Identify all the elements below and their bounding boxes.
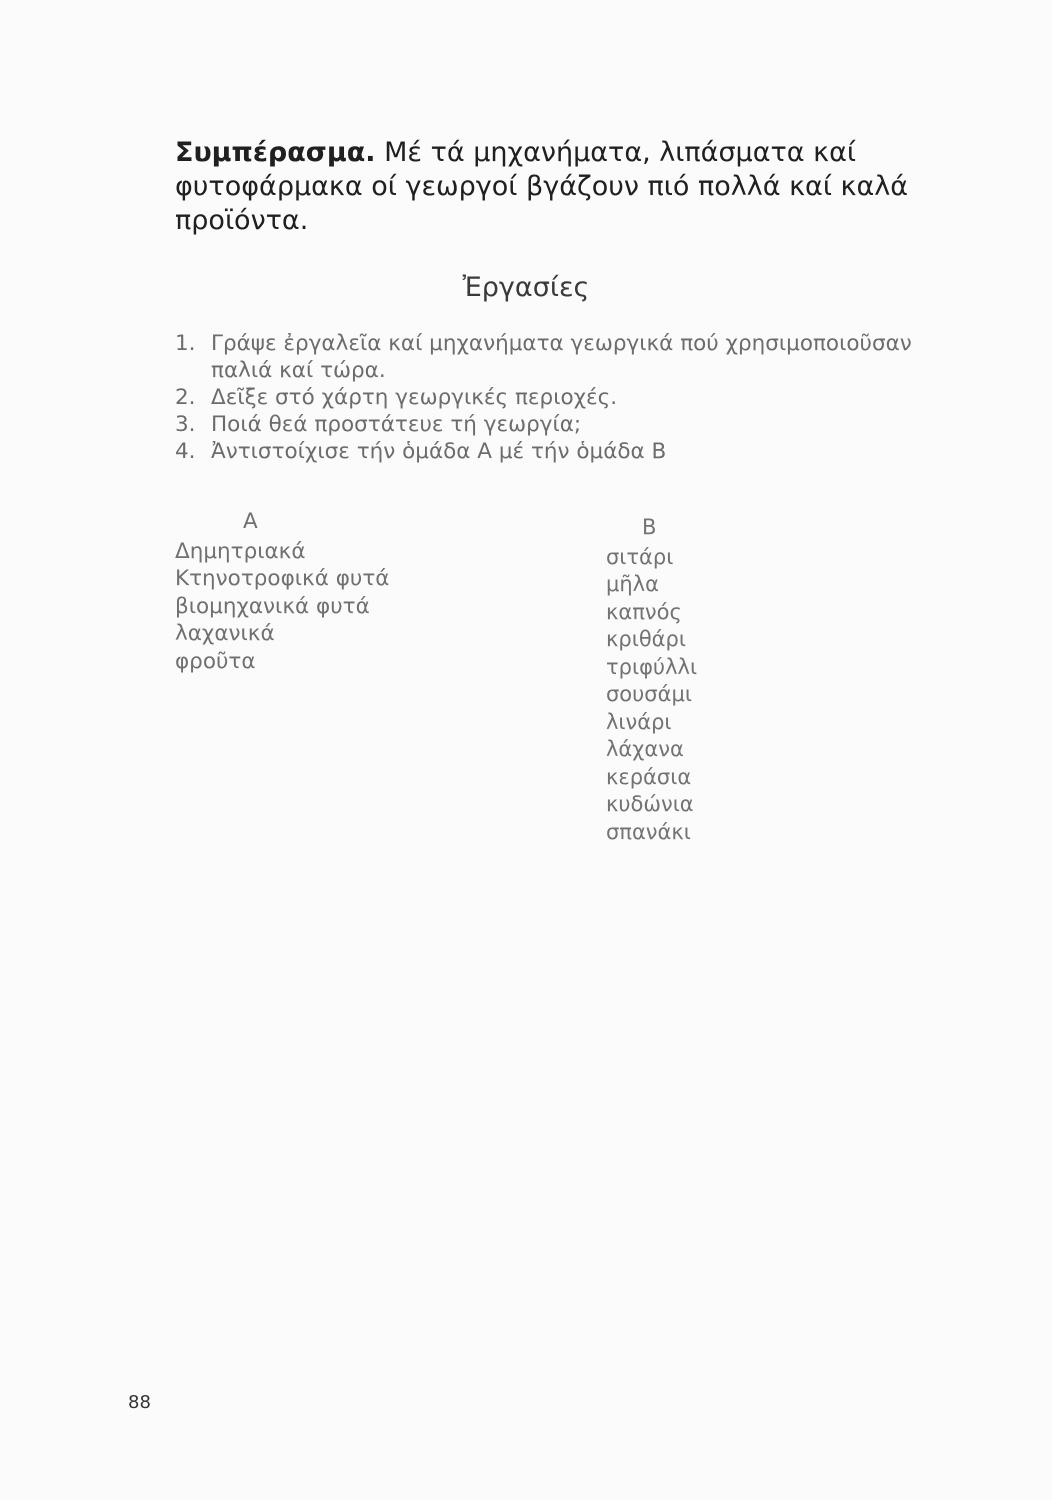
group-b-column: [606, 514, 806, 846]
group-b-item: τριφύλλι: [606, 654, 698, 679]
exercise-text: Δεῖξε στό χάρτη γεωργικές περιοχές.: [211, 385, 618, 410]
exercise-item: [175, 330, 935, 384]
group-a-item: λαχανικά: [175, 621, 275, 646]
group-a-header: Α: [243, 509, 258, 534]
conclusion-lead: Συμπέρασμα.: [175, 137, 376, 168]
group-b-item: λάχανα: [606, 737, 684, 761]
group-b-header: Β: [642, 515, 657, 539]
group-b-item: σουσάμι: [606, 682, 692, 706]
conclusion-text: Μέ τά μηχανήματα, λιπάσματα καί φυτοφάρμακα οί γεωργοί βγάζουν πιό πολλά καί καλά προϊόντα.: [175, 137, 909, 236]
group-a-column: [175, 508, 505, 675]
exercise-item: [175, 411, 935, 438]
exercise-item: [175, 438, 935, 465]
group-b-item: μῆλα: [606, 572, 659, 596]
group-a-item: Κτηνοτροφικά φυτά: [175, 566, 390, 591]
group-a-item: Δημητριακά: [175, 538, 306, 564]
group-b-item: σιτάρι: [606, 544, 674, 569]
group-b-item: καπνός: [606, 599, 682, 624]
exercise-number: 3.: [175, 412, 196, 437]
exercise-text: Ἀντιστοίχισε τήν ὁμάδα Α μέ τήν ὁμάδα Β: [211, 439, 667, 464]
exercise-number: 4.: [175, 439, 196, 464]
group-b-item: κεράσια: [606, 764, 692, 789]
group-a-item: βιομηχανικά φυτά: [175, 593, 370, 619]
exercise-number: 1.: [175, 331, 196, 356]
group-b-item: σπανάκι: [606, 819, 691, 844]
group-b-item: λινάρι: [606, 709, 672, 734]
group-b-item: κριθάρι: [606, 627, 686, 651]
exercises-heading: Ἐργασίες: [462, 272, 590, 303]
group-b-item: κυδώνια: [606, 792, 694, 816]
page-number: 88: [128, 1392, 151, 1413]
exercise-text: Γράψε ἐργαλεῖα καί μηχανήματα γεωργικά πού χρησιμοποιοῦσαν παλιά καί τώρα.: [211, 331, 912, 383]
group-a-item: φροῦτα: [175, 648, 256, 674]
exercise-number: 2.: [175, 385, 196, 410]
exercise-text: Ποιά θεά προστάτευε τή γεωργία;: [211, 412, 582, 437]
exercise-item: [175, 384, 935, 411]
conclusion-paragraph: [175, 136, 935, 238]
exercise-list: [175, 330, 935, 465]
